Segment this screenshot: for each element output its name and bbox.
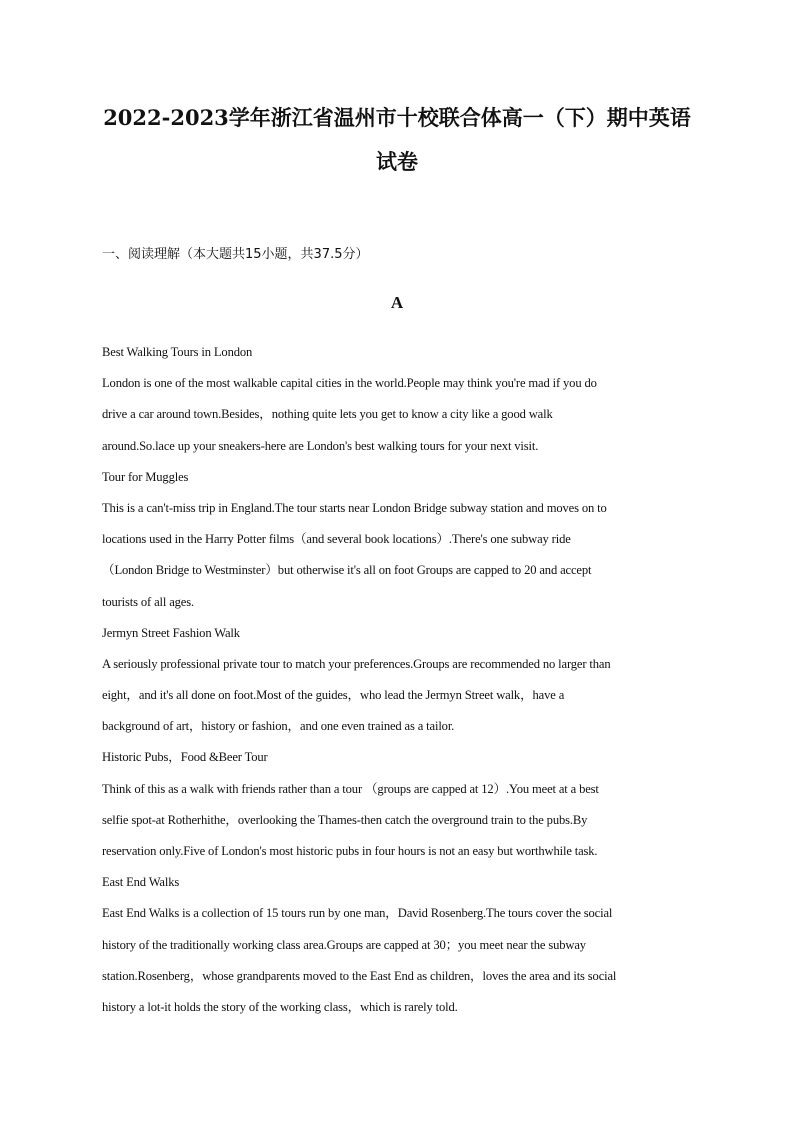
paragraph-line: This is a can't-miss trip in England.The tour starts near London Bridge subway station and moves on to	[102, 500, 607, 515]
paragraph-line: eight，and it's all done on foot.Most of the guides，who lead the Jermyn Street walk，have a	[102, 688, 565, 703]
paragraph-line: selfie spot-at Rotherhithe，overlooking the Thames-then catch the overground train to the pubs.By	[102, 812, 588, 827]
paragraph-line: locations used in the Harry Potter films（and several book locations）.There's one subway ride	[102, 532, 571, 547]
tour-heading: Historic Pubs，Food &Beer Tour	[102, 750, 268, 765]
passage-body	[102, 337, 694, 1023]
paragraph-line: station.Rosenberg，whose grandparents moved to the East End as children，loves the area and its social	[102, 968, 617, 983]
paragraph-line: history a lot-it holds the story of the working class，which is rarely told.	[102, 999, 458, 1014]
passage-heading: Best Walking Tours in London	[102, 345, 253, 359]
paragraph-line: London is one of the most walkable capital cities in the world.People may think you're mad if you do	[102, 376, 597, 391]
paragraph-line: history of the traditionally working class area.Groups are capped at 30；you meet near the subway	[102, 937, 586, 952]
passage-label: A	[390, 293, 404, 312]
paragraph-line: Think of this as a walk with friends rather than a tour （groups are capped at 12）.You meet at a best	[102, 781, 599, 796]
page-title: 2022-2023学年浙江省温州市十校联合体高一（下）期中英语试卷	[103, 105, 691, 174]
paragraph-line: （London Bridge to Westminster）but otherwise it's all on foot Groups are capped to 20 and accept	[102, 563, 592, 578]
paragraph-line: East End Walks is a collection of 15 tours run by one man，David Rosenberg.The tours cover the social	[102, 906, 613, 921]
paragraph-line: reservation only.Five of London's most historic pubs in four hours is not an easy but worthwhile task.	[102, 844, 598, 858]
tour-heading: Jermyn Street Fashion Walk	[102, 625, 240, 640]
paragraph-line: around.So.lace up your sneakers-here are London's best walking tours for your next visit.	[102, 438, 539, 453]
paragraph-line: A seriously professional private tour to match your preferences.Groups are recommended no larger than	[102, 656, 611, 671]
paragraph-line: drive a car around town.Besides，nothing quite lets you get to know a city like a good walk	[102, 407, 553, 422]
section-header: 一、阅读理解（本大题共15小题，共37.5分）	[102, 247, 369, 262]
paragraph-line: tourists of all ages.	[102, 594, 194, 609]
tour-heading: East End Walks	[102, 875, 180, 890]
paragraph-line: background of art，history or fashion，and one even trained as a tailor.	[102, 719, 455, 734]
tour-heading: Tour for Muggles	[102, 469, 189, 484]
